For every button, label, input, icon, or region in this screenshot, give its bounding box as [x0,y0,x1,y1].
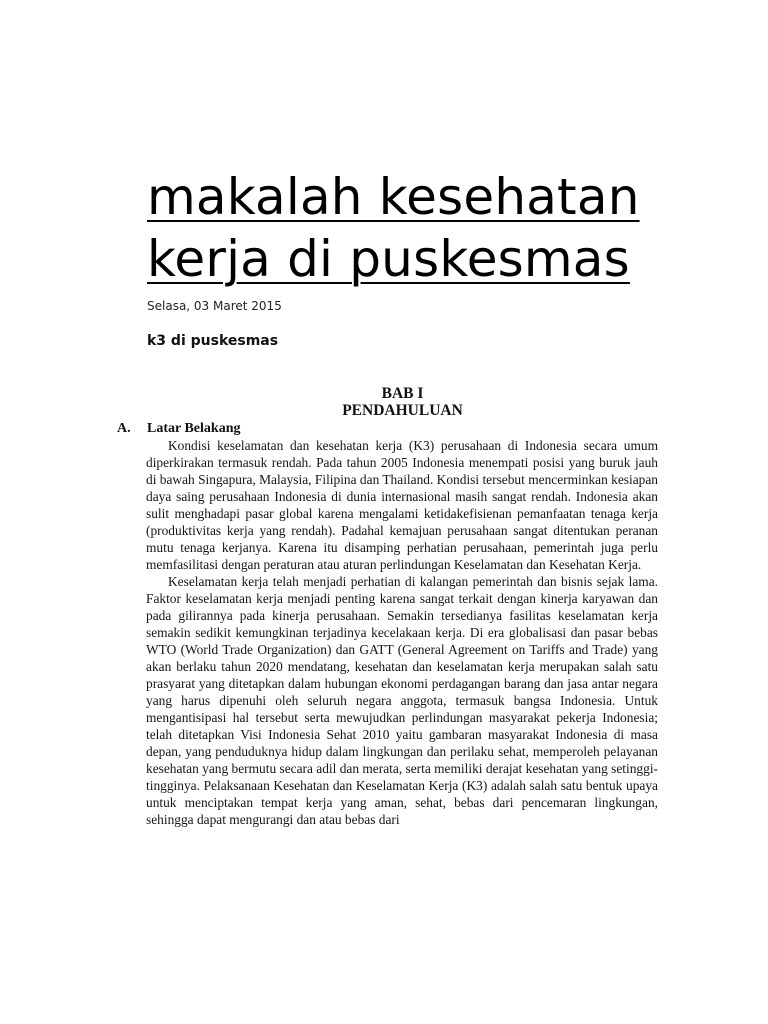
post-date: Selasa, 03 Maret 2015 [147,299,282,313]
chapter-heading [147,385,658,419]
paragraph: Kondisi keselamatan dan kesehatan kerja (K3) perusahaan di Indonesia secara umum diperkirakan termasuk rendah. Pada tahun 2005 Indonesia menempati posisi yang buruk jauh di bawah Singapura, Malaysia, Filipina dan Thailand. Kondisi tersebut mencerminkan kesiapan daya saing perusahaan Indonesia di dunia internasional masih sangat rendah. Indonesia akan sulit menghadapi pasar global karena mengalami ketidakefisienan pemanfaatan tenaga kerja (produktivitas kerja yang rendah). Padahal kemajuan perusahaan sangat ditentukan peranan mutu tenaga kerjanya. Karena itu disamping perhatian perusahaan, pemerintah juga perlu memfasilitasi dengan peraturan atau aturan perlindungan Keselamatan dan Kesehatan Kerja. [146,438,658,572]
title-line-2: kerja di puskesmas [147,230,630,288]
section-heading [117,421,240,437]
body-text [146,437,658,828]
paragraph: Keselamatan kerja telah menjadi perhatian di kalangan pemerintah dan bisnis sejak lama. Faktor keselamatan kerja menjadi penting karena sangat terkait dengan kinerja karyawan dan pada gilirannya pada kinerja perusahaan. Semakin tersedianya fasilitas keselamatan kerja semakin sedikit kemungkinan terjadinya kecelakaan kerja. Di era globalisasi dan pasar bebas WTO (World Trade Organization) dan GATT (General Agreement on Tariffs and Trade) yang akan berlaku tahun 2020 mendatang, kesehatan dan keselamatan kerja merupakan salah satu prasyarat yang ditetapkan dalam hubungan ekonomi perdagangan barang dan jasa antar negara yang harus dipenuhi oleh seluruh negara anggota, termasuk bangsa Indonesia. Untuk mengantisipasi hal tersebut serta mewujudkan perlindungan masyarakat pekerja Indonesia; telah ditetapkan Visi Indonesia Sehat 2010 yaitu gambaran masyarakat Indonesia di masa depan, yang penduduknya hidup dalam lingkungan dan perilaku sehat, memperoleh pelayanan kesehatan yang bermutu secara adil dan merata, serta memiliki derajat kesehatan yang setinggi-tingginya. Pelaksanaan Kesehatan dan Keselamatan Kerja (K3) adalah salah satu bentuk upaya untuk menciptakan tempat kerja yang aman, sehat, bebas dari pencemaran lingkungan, sehingga dapat mengurangi dan atau bebas dari [146,574,658,827]
section-title: Latar Belakang [147,421,241,436]
post-subtitle: k3 di puskesmas [147,333,279,349]
chapter-title: PENDAHULUAN [342,402,463,419]
title-line-1: makalah kesehatan [147,168,640,226]
document-title [147,166,707,290]
section-letter: A. [117,421,131,436]
chapter-label: BAB I [381,385,424,402]
